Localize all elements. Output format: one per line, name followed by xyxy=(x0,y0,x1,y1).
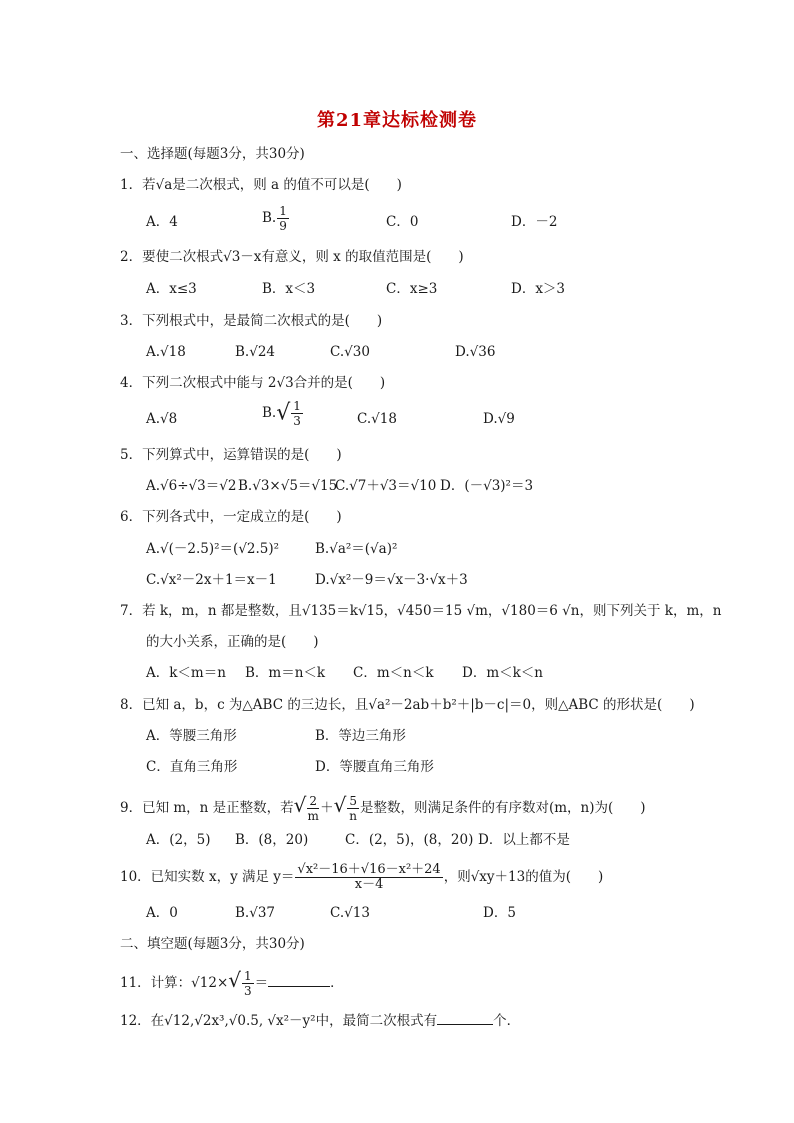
q9-option-a: A．(2，5) xyxy=(146,832,211,848)
section-heading-choice: 一、选择题(每题3分，共30分) xyxy=(120,146,305,162)
q10-stem-suffix: ，则√xy＋13的值为( ) xyxy=(443,869,604,885)
q1-option-b-fraction xyxy=(277,204,289,233)
fraction-numerator: √x²－16＋√16－x²＋24 xyxy=(297,862,441,877)
fraction-numerator: 2 xyxy=(309,794,318,808)
question-5-stem: 5．下列算式中，运算错误的是( ) xyxy=(120,447,342,463)
q7-option-b: B．m＝n＜k xyxy=(245,665,326,681)
fraction-denominator: 3 xyxy=(293,414,301,428)
radical-sign: √ xyxy=(228,968,242,992)
q7-option-d: D．m＜k＜n xyxy=(462,665,543,681)
q11-stem-suffix: ＝ xyxy=(254,975,269,991)
q4-option-d: D.√9 xyxy=(483,411,515,427)
q1-option-d: D．－2 xyxy=(511,214,558,230)
q10-option-a: A．0 xyxy=(146,905,178,921)
q9-option-c: C．(2，5)，(8，20) xyxy=(345,832,474,848)
q4-option-a: A.√8 xyxy=(146,411,178,427)
q9-fraction-1 xyxy=(307,794,319,823)
q1-option-c: C．0 xyxy=(386,214,419,230)
q9-fraction-2 xyxy=(347,794,359,823)
q10-option-c: C.√13 xyxy=(330,905,370,921)
question-11-stem xyxy=(120,962,344,1001)
q9-stem-suffix: 是整数，则满足条件的有序数对(m，n)为( ) xyxy=(359,800,646,816)
q7-option-c: C．m＜n＜k xyxy=(353,665,434,681)
fraction-numerator: 5 xyxy=(349,794,357,808)
q4-option-c: C.√18 xyxy=(357,411,397,427)
q4-option-b-letter: B. xyxy=(262,405,277,421)
question-9-stem xyxy=(120,788,646,825)
q2-option-a: A．x≤3 xyxy=(146,281,197,297)
q12-end: 个． xyxy=(493,1013,521,1029)
fraction-denominator: n xyxy=(349,809,357,823)
q6-option-c: C.√x²－2x＋1＝x－1 xyxy=(146,572,277,588)
page-title: 第21章达标检测卷 xyxy=(316,110,478,131)
q6-option-a: A.√(－2.5)²＝(√2.5)² xyxy=(146,541,280,557)
q11-end: ． xyxy=(330,975,344,991)
question-7-stem-continued: 的大小关系，正确的是( ) xyxy=(146,634,319,650)
q3-option-d: D.√36 xyxy=(455,344,496,360)
section-heading-fill: 二、填空题(每题3分，共30分) xyxy=(120,936,305,952)
q9-plus: ＋ xyxy=(320,800,334,816)
q2-option-b: B．x＜3 xyxy=(262,281,316,297)
q12-stem-text: 12．在√12,√2x³,√0.5, √x²－y²中，最简二次根式有 xyxy=(120,1013,438,1029)
fraction-numerator: 1 xyxy=(244,969,252,983)
q8-option-c: C．直角三角形 xyxy=(146,759,238,775)
question-8-stem: 8．已知 a，b，c 为△ABC 的三边长，且√a²－2ab＋b²＋|b－c|＝0，则△ABC 的形状是( ) xyxy=(120,697,695,713)
question-10-stem xyxy=(120,858,603,896)
q6-option-b: B.√a²＝(√a)² xyxy=(315,541,398,557)
q1-option-a: A．4 xyxy=(146,214,178,230)
radical-sign: √ xyxy=(333,793,347,817)
q4-option-b-fraction xyxy=(291,399,303,428)
q1-option-b xyxy=(262,204,290,233)
question-1-stem: 1．若√a是二次根式，则 a 的值不可以是( ) xyxy=(120,177,402,193)
q3-option-a: A.√18 xyxy=(146,344,186,360)
q5-option-b: B.√3×√5＝√15 xyxy=(238,478,338,494)
q11-fraction xyxy=(242,969,254,998)
q10-option-d: D．5 xyxy=(483,905,516,921)
fraction-numerator: 1 xyxy=(279,204,287,218)
q5-option-a: A.√6÷√3＝√2 xyxy=(146,478,237,494)
q9-option-b: B．(8，20) xyxy=(235,832,309,848)
q5-option-c: C.√7＋√3＝√10 xyxy=(335,478,437,494)
q4-option-b xyxy=(262,399,304,428)
q8-option-d: D．等腰直角三角形 xyxy=(315,759,434,775)
q7-option-a: A．k＜m＝n xyxy=(146,665,226,681)
fraction-denominator: m xyxy=(307,809,319,823)
q1-option-b-letter: B. xyxy=(262,210,277,226)
q9-option-d: D．以上都不是 xyxy=(478,832,570,848)
q8-option-a: A．等腰三角形 xyxy=(146,728,237,744)
q8-option-b: B．等边三角形 xyxy=(315,728,406,744)
q3-option-b: B.√24 xyxy=(235,344,275,360)
q10-fraction xyxy=(295,863,442,892)
fraction-numerator: 1 xyxy=(293,399,301,413)
question-12-stem xyxy=(120,1010,520,1031)
q2-option-d: D．x＞3 xyxy=(511,281,566,297)
answer-blank[interactable] xyxy=(437,1010,493,1025)
fraction-denominator: 3 xyxy=(244,984,252,998)
radical-sign: √ xyxy=(293,793,307,817)
q6-option-d: D.√x²－9＝√x－3·√x＋3 xyxy=(315,572,468,588)
question-7-stem: 7．若 k，m，n 都是整数，且√135＝k√15，√450＝15 √m，√180＝6 √n，则下列关于 k，m，n xyxy=(120,603,722,619)
radical-sign: √ xyxy=(276,400,291,426)
q10-stem-prefix: 10．已知实数 x，y 满足 y＝ xyxy=(120,869,295,885)
q9-stem-prefix: 9．已知 m，n 是正整数，若 xyxy=(120,800,294,816)
fraction-denominator: x－4 xyxy=(354,877,384,892)
question-6-stem: 6．下列各式中，一定成立的是( ) xyxy=(120,509,342,525)
q11-stem-prefix: 11．计算：√12× xyxy=(120,975,229,991)
q3-option-c: C.√30 xyxy=(330,344,370,360)
q10-option-b: B.√37 xyxy=(235,905,275,921)
question-3-stem: 3．下列根式中，是最简二次根式的是( ) xyxy=(120,313,383,329)
question-4-stem: 4．下列二次根式中能与 2√3合并的是( ) xyxy=(120,375,386,391)
fraction-denominator: 9 xyxy=(279,219,287,233)
answer-blank[interactable] xyxy=(268,972,330,987)
question-2-stem: 2．要使二次根式√3－x有意义，则 x 的取值范围是( ) xyxy=(120,249,464,265)
q2-option-c: C．x≥3 xyxy=(386,281,438,297)
q5-option-d: D．(－√3)²＝3 xyxy=(440,478,534,494)
